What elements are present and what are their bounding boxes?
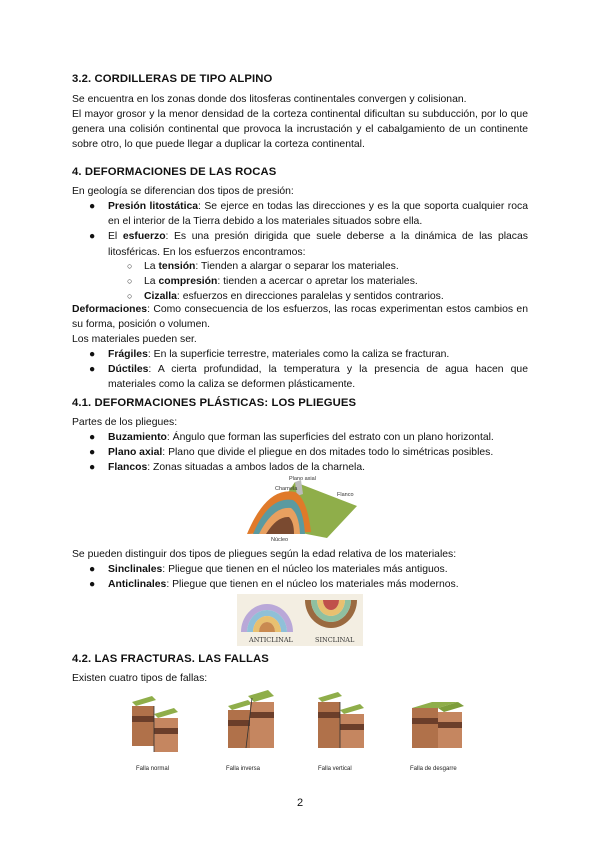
fault-vertical-drawing bbox=[318, 692, 364, 748]
section-title-4: 4. DEFORMACIONES DE LAS ROCAS bbox=[72, 166, 277, 178]
term-deformaciones: Deformaciones bbox=[72, 304, 148, 315]
fault-inverse-drawing bbox=[228, 690, 274, 748]
label-falla-desgarre: Falla de desgarre bbox=[410, 766, 457, 772]
term-anticlinales: Anticlinales bbox=[108, 579, 167, 591]
sublist-item-cizalla: ○ Cizalla: esfuerzos en direcciones paralelas y sentidos contrarios. bbox=[127, 291, 444, 303]
paragraph-convergencia: Se encuentra en los zonas donde dos litosferas continentales convergen y colisionan. bbox=[72, 94, 467, 105]
term-esfuerzo: esfuerzo bbox=[122, 231, 166, 243]
text-esfuerzo: : Es una presión dirigida que suele deberse a la dinámica de las placas litosféricas. En los esfuerzos encontramos: bbox=[108, 231, 528, 258]
materiales-list bbox=[72, 347, 528, 393]
text-cizalla: : esfuerzos en direcciones paralelas y sentidos contrarios. bbox=[176, 291, 444, 303]
paragraph-partes-pliegues: Partes de los pliegues: bbox=[72, 417, 178, 428]
list-item-sinclinales: ● Sinclinales: Pliegue que tienen en el núcleo los materiales más antiguos. bbox=[89, 564, 448, 575]
sublist-item-tension: ○ La tensión: Tienden a alargar o separar los materiales. bbox=[127, 261, 399, 272]
tipos-pliegues-list bbox=[72, 562, 528, 592]
term-buzamiento: Buzamiento bbox=[108, 432, 167, 443]
label-falla-vertical: Falla vertical bbox=[318, 766, 352, 772]
list-item-esfuerzo: ● El esfuerzo: Es una presión dirigida que suele deberse a la dinámica de las placas litosféricas. En los esfuerzos encontramos: bbox=[89, 231, 528, 258]
label-nucleo: Núcleo bbox=[271, 537, 289, 542]
list-item-buzamiento: ● Buzamiento: Ángulo que forman las superficies del estrato con un plano horizontal. bbox=[89, 432, 494, 443]
esfuerzo-sublist bbox=[72, 259, 528, 305]
section-title-4-2: 4.2. LAS FRACTURAS. LAS FALLAS bbox=[72, 653, 269, 665]
partes-pliegues-list bbox=[72, 430, 528, 476]
prefix-esfuerzo: El bbox=[108, 231, 123, 243]
fault-normal-drawing bbox=[132, 696, 178, 752]
term-flancos: Flancos bbox=[108, 462, 148, 474]
text-plano-axial: : Plano que divide el pliegue en dos mitades todo lo simétricas posibles. bbox=[162, 447, 494, 459]
label-charnela: Charnela bbox=[275, 486, 298, 492]
faults-figure bbox=[128, 686, 468, 776]
label-plano-axial: Plano axial bbox=[289, 476, 316, 482]
sublist-item-compresion: ○ La compresión: tienden a acercar o apretar los materiales. bbox=[127, 276, 418, 288]
text-tension: : Tienden a alargar o separar los materiales. bbox=[195, 261, 399, 272]
list-item-anticlinales: ● Anticlinales: Pliegue que tienen en el núcleo los materiales más modernos. bbox=[89, 579, 459, 591]
paragraph-deformaciones bbox=[72, 302, 528, 332]
label-sinclinal: SINCLINAL bbox=[315, 636, 355, 644]
text-anticlinales: : Pliegue que tienen en el núcleo los materiales más modernos. bbox=[166, 579, 459, 591]
term-sinclinales: Sinclinales bbox=[108, 564, 163, 575]
label-anticlinal: ANTICLINAL bbox=[249, 636, 293, 644]
text-fragiles: : En la superficie terrestre, materiales como la caliza se fracturan. bbox=[147, 349, 450, 360]
presion-list bbox=[72, 199, 528, 260]
list-item-ductiles: ● Dúctiles: A cierta profundidad, la temperatura y la presencia de agua hacen que materiales como la caliza se deformen plásticamente. bbox=[89, 364, 528, 391]
section-title-4-1: 4.1. DEFORMACIONES PLÁSTICAS: LOS PLIEGUES bbox=[72, 397, 357, 409]
text-deformaciones: : Como consecuencia de los esfuerzos, las rocas experimentan estos cambios en su forma, posición o volumen. bbox=[72, 304, 528, 331]
paragraph-tipos-fallas: Existen cuatro tipos de fallas: bbox=[72, 673, 208, 684]
term-tension: tensión bbox=[158, 261, 196, 272]
label-falla-normal: Falla normal bbox=[136, 766, 170, 772]
label-falla-inversa: Falla inversa bbox=[226, 766, 261, 772]
term-cizalla: Cizalla bbox=[144, 291, 177, 303]
list-item-presion-litostatica: ● Presión litostática: Se ejerce en todas las direcciones y es la que soporta cualquier roca en el interior de la Tierra debido a los materiales situados sobre ella. bbox=[89, 201, 528, 228]
text-presion-litostatica: : Se ejerce en todas las direcciones y es la que soporta cualquier roca en el interior de la Tierra debido a los materiales situados sobre ella. bbox=[108, 201, 528, 228]
list-item-plano-axial: ● Plano axial: Plano que divide el pliegue en dos mitades todo lo simétricas posibles. bbox=[89, 447, 494, 459]
paragraph-materiales: Los materiales pueden ser. bbox=[72, 334, 197, 345]
fault-desgarre-drawing bbox=[412, 702, 464, 748]
term-compresion: compresión bbox=[158, 276, 218, 288]
list-item-fragiles: ● Frágiles: En la superficie terrestre, materiales como la caliza se fracturan. bbox=[89, 349, 450, 360]
text-flancos: : Zonas situadas a ambos lados de la charnela. bbox=[147, 462, 366, 474]
fold-parts-figure bbox=[245, 476, 357, 542]
text-ductiles: : A cierta profundidad, la temperatura y la presencia de agua hacen que materiales como la caliza se deformen plásticamente. bbox=[108, 364, 528, 391]
term-ductiles: Dúctiles bbox=[108, 364, 149, 376]
label-flanco: Flanco bbox=[337, 492, 354, 498]
prefix-compresion: La bbox=[144, 276, 159, 288]
paragraph-tipos-pliegues: Se pueden distinguir dos tipos de pliegues según la edad relativa de los materiales: bbox=[72, 549, 457, 560]
list-item-flancos: ● Flancos: Zonas situadas a ambos lados de la charnela. bbox=[89, 462, 366, 474]
paragraph-presion-intro: En geología se diferencian dos tipos de presión: bbox=[72, 186, 294, 197]
text-sinclinales: : Pliegue que tienen en el núcleo los materiales más antiguos. bbox=[162, 564, 448, 575]
term-fragiles: Frágiles bbox=[108, 349, 148, 360]
page-number: 2 bbox=[296, 797, 304, 809]
text-compresion: : tienden a acercar o apretar los materiales. bbox=[217, 276, 418, 288]
anticlinal-sinclinal-figure bbox=[237, 594, 363, 646]
text-buzamiento: : Ángulo que forman las superficies del estrato con un plano horizontal. bbox=[166, 432, 494, 443]
paragraph-subduccion: El mayor grosor y la menor densidad de la corteza continental dificultan su subducción, por lo que genera una colisión continental que provoca la incrustación y el cabalgamiento de un continente sobre otro, lo que puede llegar a duplicar la corteza continental. bbox=[72, 109, 528, 151]
prefix-tension: La bbox=[144, 261, 159, 272]
term-presion-litostatica: Presión litostática bbox=[108, 201, 199, 212]
term-plano-axial: Plano axial bbox=[108, 447, 163, 459]
section-title-3-2: 3.2. CORDILLERAS DE TIPO ALPINO bbox=[72, 73, 273, 85]
